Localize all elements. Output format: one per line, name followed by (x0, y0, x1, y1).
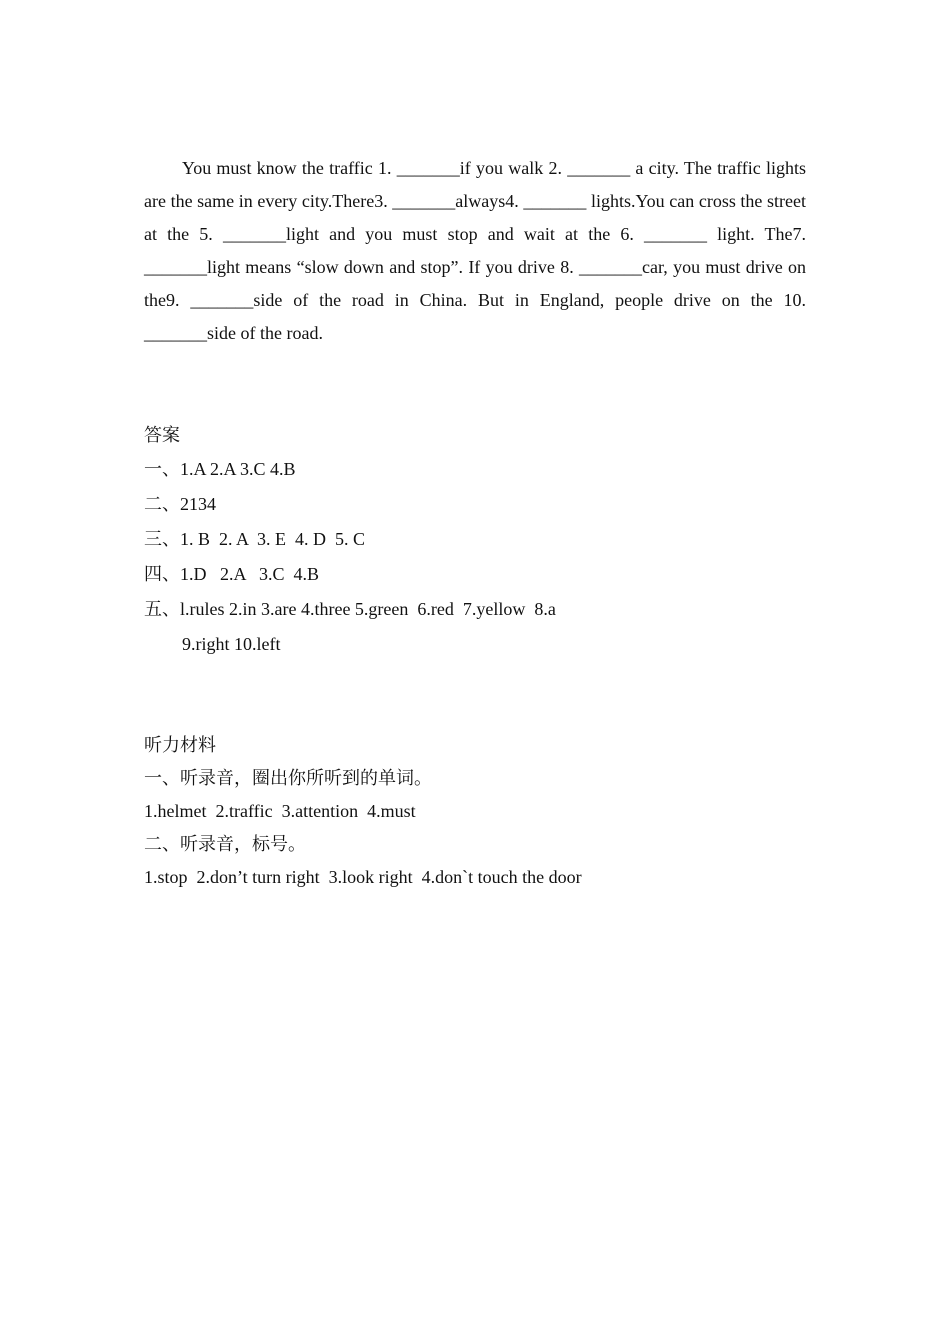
listening-line-1: 一、听录音，圈出你所听到的单词。 (144, 768, 432, 788)
listening-section (144, 728, 806, 894)
answer-line-4: 四、1.D 2.A 3.C 4.B (144, 564, 320, 584)
answers-title: 答案 (144, 425, 180, 445)
answer-line-2: 二、2134 (144, 494, 216, 514)
listening-line-2: 1.helmet 2.traffic 3.attention 4.must (144, 801, 416, 821)
cloze-passage: You must know the traffic 1. _______if you walk 2. _______ a city. The traffic lights are the same in every city.There3. _______always4. _______ lights.You can cross the street at the 5. _______light and you must stop and wait at the 6. _______ light. The7. _______light means “slow down and stop”. If you drive 8. _______car, you must drive on the9. _______side of the road in China. But in England, people drive on the 10. _______side of the road. (144, 158, 806, 343)
answer-line-1: 一、1.A 2.A 3.C 4.B (144, 459, 296, 479)
listening-line-4: 1.stop 2.don’t turn right 3.look right 4.don`t touch the door (144, 867, 582, 887)
answer-line-3: 三、1. B 2. A 3. E 4. D 5. C (144, 529, 366, 549)
answers-section (144, 418, 806, 662)
document-page (144, 152, 806, 894)
answer-line-5: 五、l.rules 2.in 3.are 4.three 5.green 6.red 7.yellow 8.a (144, 599, 556, 619)
listening-line-3: 二、听录音，标号。 (144, 834, 306, 854)
answer-line-5-continued: 9.right 10.left (182, 634, 281, 654)
listening-title: 听力材料 (144, 735, 216, 755)
